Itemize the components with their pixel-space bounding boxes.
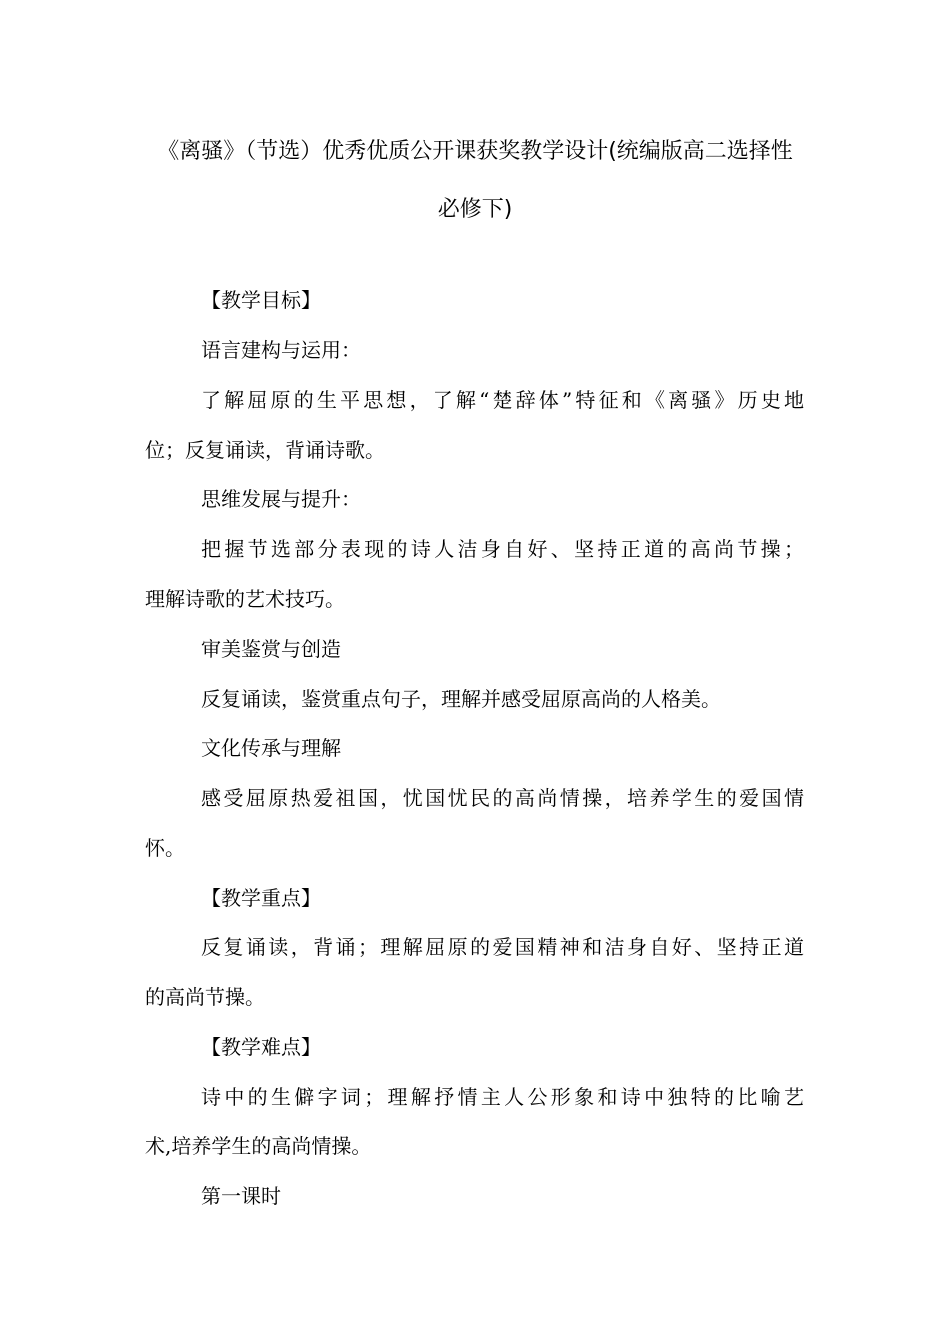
heading-lesson-one: 第一课时 bbox=[201, 1184, 281, 1208]
paragraph-aesthetic: 反复诵读，鉴赏重点句子，理解并感受屈原高尚的人格美。 bbox=[201, 687, 721, 711]
paragraph-key-line-1: 反复诵读，背诵；理解屈原的爱国精神和洁身自好、坚持正道 bbox=[201, 935, 804, 959]
paragraph-culture-line-1: 感受屈原热爱祖国，忧国忧民的高尚情操，培养学生的爱国情 bbox=[201, 786, 804, 810]
heading-teaching-key-points: 【教学重点】 bbox=[201, 886, 321, 910]
heading-teaching-goals: 【教学目标】 bbox=[201, 288, 321, 312]
paragraph-language-line-1: 了解屈原的生平思想，了解“楚辞体”特征和《离骚》历史地 bbox=[201, 388, 804, 412]
paragraph-thinking-line-2: 理解诗歌的艺术技巧。 bbox=[145, 587, 345, 611]
label-language: 语言建构与运用： bbox=[201, 338, 361, 362]
paragraph-key-line-2: 的高尚节操。 bbox=[145, 985, 265, 1009]
label-thinking: 思维发展与提升： bbox=[201, 487, 361, 511]
paragraph-difficult-line-2: 术,培养学生的高尚情操。 bbox=[145, 1134, 372, 1158]
title-line-1: 《离骚》（节选）优秀优质公开课获奖教学设计(统编版高二选择性 bbox=[157, 139, 793, 164]
label-aesthetic: 审美鉴赏与创造 bbox=[201, 637, 341, 661]
label-culture: 文化传承与理解 bbox=[201, 736, 341, 760]
heading-teaching-difficulties: 【教学难点】 bbox=[201, 1035, 321, 1059]
paragraph-thinking-line-1: 把握节选部分表现的诗人洁身自好、坚持正道的高尚节操； bbox=[201, 537, 804, 561]
title-line-2: 必修下) bbox=[437, 197, 513, 222]
paragraph-culture-line-2: 怀。 bbox=[145, 836, 185, 860]
document-title bbox=[130, 123, 820, 239]
paragraph-language-line-2: 位；反复诵读，背诵诗歌。 bbox=[145, 438, 385, 462]
paragraph-difficult-line-1: 诗中的生僻字词；理解抒情主人公形象和诗中独特的比喻艺 bbox=[201, 1085, 804, 1109]
